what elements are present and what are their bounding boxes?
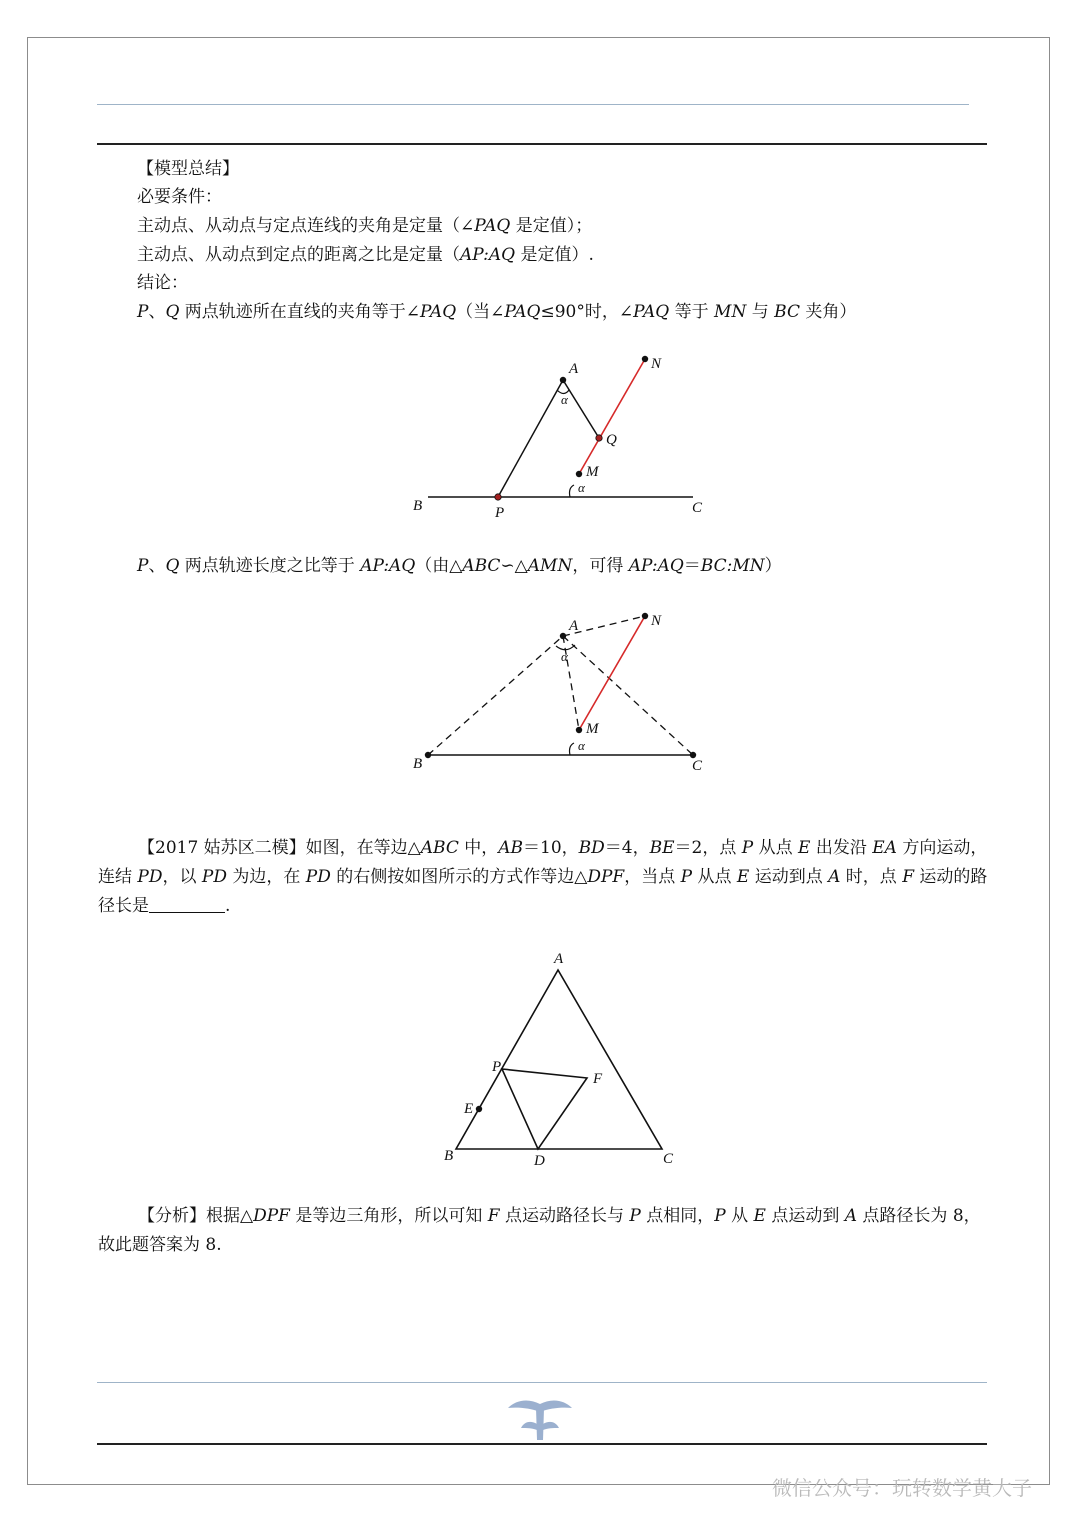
- var: BC: [774, 302, 800, 322]
- text: ≤90°时，: [540, 302, 619, 322]
- text: 从点: [753, 838, 799, 858]
- var: A: [844, 1206, 858, 1226]
- text: 等于: [669, 302, 715, 322]
- text: 、: [148, 302, 166, 322]
- var: AP:AQ: [360, 556, 416, 576]
- necessary-label: 必要条件：: [137, 187, 222, 207]
- var: PD: [137, 867, 163, 887]
- text: .: [225, 896, 231, 916]
- label-m: M: [586, 464, 599, 480]
- var: P: [741, 838, 754, 858]
- text: 时，点: [840, 867, 903, 887]
- text: ＝2，点: [674, 838, 742, 858]
- text: ，可得: [572, 556, 629, 576]
- label-a: A: [554, 951, 564, 967]
- logo-leaf-left: [521, 1422, 537, 1430]
- label-alpha-bottom: α: [578, 738, 585, 753]
- label-d: D: [534, 1153, 545, 1169]
- text: 运动的路径长是: [98, 867, 988, 916]
- condition-1-text-pre: 主动点、从动点与定点连线的夹角是定量（: [137, 216, 460, 236]
- var: PD: [201, 867, 227, 887]
- label-q: Q: [606, 432, 617, 448]
- var: DPF: [587, 867, 625, 887]
- var: AMN: [527, 556, 573, 576]
- text: 、: [148, 556, 166, 576]
- text: 点运动路径长与: [499, 1206, 630, 1226]
- condition-1-angle: ∠PAQ: [460, 216, 511, 236]
- var: ∠PAQ: [405, 302, 457, 322]
- var: BE: [649, 838, 675, 858]
- var: P: [629, 1206, 641, 1226]
- label-b: B: [413, 756, 423, 772]
- condition-2-ratio: AP:AQ: [460, 245, 516, 265]
- text: 点相同，: [640, 1206, 715, 1226]
- text: ＝: [683, 556, 701, 576]
- summary-heading: 【模型总结】: [137, 159, 239, 179]
- var: P: [137, 556, 149, 576]
- logo-wing-right: [540, 1401, 572, 1412]
- text: ∽△: [500, 556, 528, 576]
- var: Q: [165, 556, 180, 576]
- label-alpha-top: α: [561, 649, 568, 664]
- text: 方向运动，连结: [98, 838, 988, 887]
- var: Q: [165, 302, 180, 322]
- var: F: [487, 1206, 500, 1226]
- label-c: C: [692, 758, 703, 774]
- label-a: A: [569, 618, 579, 634]
- var: BD: [578, 838, 605, 858]
- label-alpha-bottom: α: [578, 480, 585, 495]
- var: ABC: [462, 556, 501, 576]
- watermark: 微信公众号：玩转数学黄大子: [772, 1476, 1032, 1500]
- text: 是等边三角形，所以可知: [289, 1206, 488, 1226]
- var: BC:MN: [700, 556, 765, 576]
- footer-rule-bottom: [97, 1443, 987, 1445]
- label-alpha-top: α: [561, 392, 568, 407]
- label-f: F: [593, 1071, 603, 1087]
- label-p: P: [495, 505, 505, 521]
- var: ∠PAQ: [618, 302, 670, 322]
- label-n: N: [651, 613, 662, 629]
- var: P: [137, 302, 149, 322]
- text: ＝4，: [604, 838, 650, 858]
- var: DPF: [253, 1206, 290, 1226]
- var: E: [736, 867, 750, 887]
- var: F: [902, 867, 915, 887]
- text: ＝10，: [523, 838, 579, 858]
- var: A: [828, 867, 841, 887]
- text: 根据△: [206, 1206, 254, 1226]
- label-c: C: [692, 500, 703, 516]
- var: EA: [872, 838, 897, 858]
- var: ∠PAQ: [490, 302, 541, 322]
- text: ，以: [162, 867, 202, 887]
- condition-2-text-post: 是定值）.: [515, 245, 594, 265]
- text: 如图，在等边△: [305, 838, 421, 858]
- text: 与: [746, 302, 775, 322]
- text: 点路径长为 8，故此题答案为 8.: [98, 1206, 981, 1255]
- var: PD: [305, 867, 331, 887]
- text: 两点轨迹所在直线的夹角等于: [179, 302, 406, 322]
- text: 为边，在: [226, 867, 306, 887]
- text: 从: [725, 1206, 754, 1226]
- label-e: E: [464, 1101, 474, 1117]
- text: 夹角）: [799, 302, 857, 322]
- var: P: [680, 867, 693, 887]
- logo-wing-left: [508, 1401, 540, 1412]
- logo-stem: [536, 1408, 544, 1440]
- text: 点运动到: [765, 1206, 845, 1226]
- conclusion-label: 结论：: [137, 273, 188, 293]
- problem-source: 【2017 姑苏区二模】: [138, 838, 306, 858]
- text: 两点轨迹长度之比等于: [179, 556, 361, 576]
- text: ，当点: [624, 867, 681, 887]
- var: E: [753, 1206, 766, 1226]
- var: ABC: [420, 838, 459, 858]
- condition-1-text-post: 是定值）；: [510, 216, 593, 236]
- text: 出发沿: [810, 838, 873, 858]
- label-b: B: [444, 1148, 454, 1164]
- label-b: B: [413, 498, 423, 514]
- var: AB: [498, 838, 524, 858]
- label-p: P: [492, 1059, 502, 1075]
- label-m: M: [586, 721, 599, 737]
- analysis-label: 【分析】: [138, 1206, 206, 1226]
- text: （当: [456, 302, 491, 322]
- var: P: [714, 1206, 726, 1226]
- text: 运动到点: [749, 867, 829, 887]
- label-n: N: [651, 356, 662, 372]
- var: AP:AQ: [628, 556, 684, 576]
- label-a: A: [569, 361, 579, 377]
- text: 中，: [458, 838, 499, 858]
- condition-2-text-pre: 主动点、从动点到定点的距离之比是定量（: [137, 245, 460, 265]
- var: MN: [714, 302, 747, 322]
- text: （由△: [415, 556, 463, 576]
- label-c: C: [663, 1151, 674, 1167]
- text: 从点: [692, 867, 737, 887]
- logo-leaf-right: [543, 1422, 559, 1430]
- text: ）: [764, 556, 782, 576]
- var: E: [798, 838, 811, 858]
- text: 的右侧按如图所示的方式作等边△: [330, 867, 588, 887]
